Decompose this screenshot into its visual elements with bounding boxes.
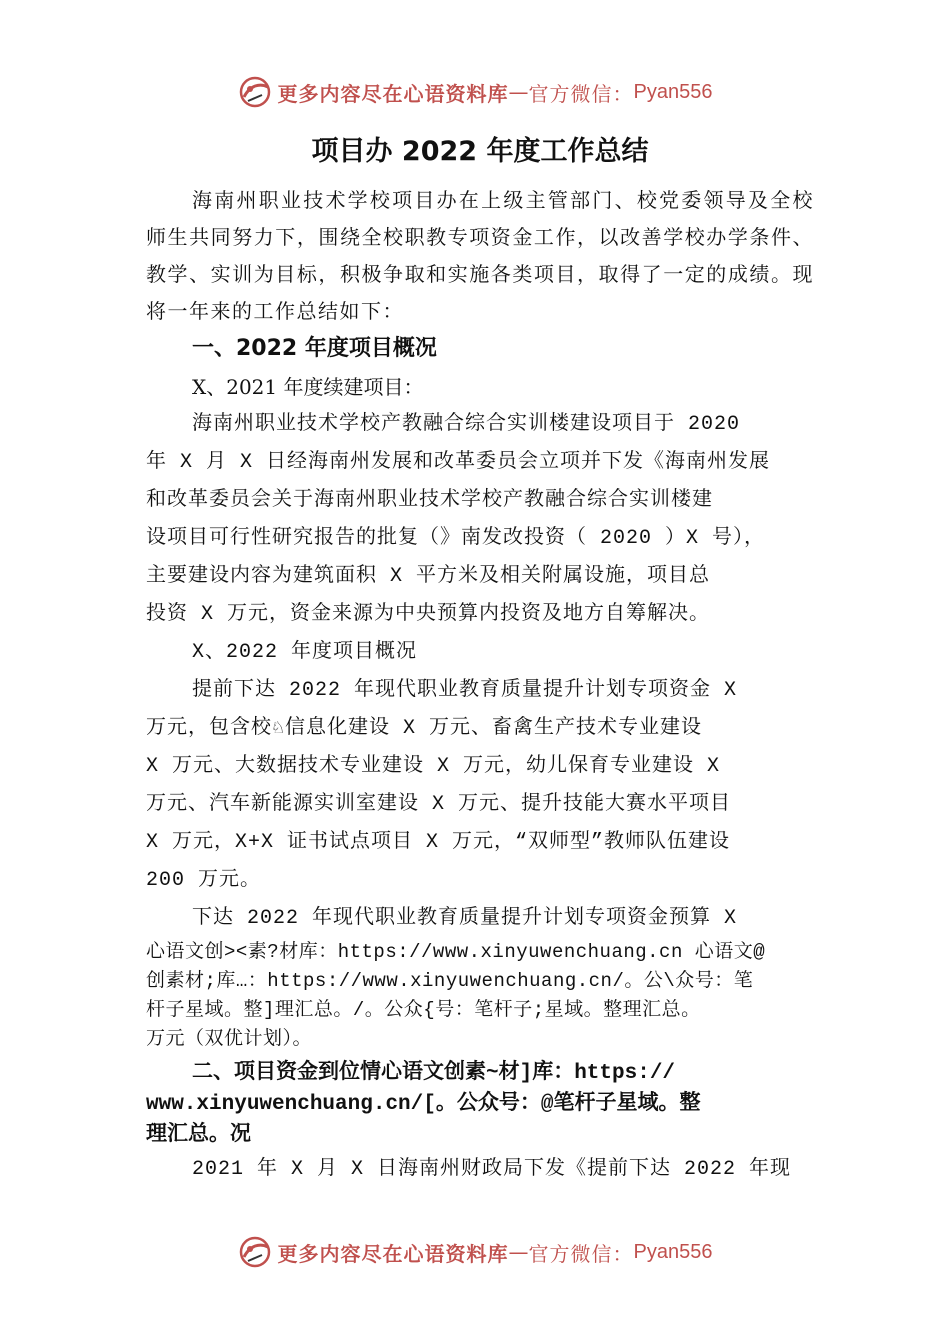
section2-paragraph: 2021 年 X 月 X 日海南州财政局下发《提前下达 2022 年现 <box>192 1158 792 1181</box>
text-line: 下达 2022 年现代职业教育质量提升计划专项资金预算 X <box>192 907 738 930</box>
banner-main-text: 更多内容尽在心语资料库 <box>277 1241 509 1266</box>
sub2-heading: X、2022 年度项目概况 <box>192 641 418 664</box>
banner-wechat-id: Pyan556 <box>633 1240 713 1263</box>
banner-wechat-label: 官方微信： <box>528 1241 634 1266</box>
text-line: 心语文创><素?材库：https://www.xinyuwenchuang.cn 心语文@ <box>146 941 766 963</box>
text-line: 万元，包含校♘信息化建设 X 万元、畜禽生产技术专业建设 <box>146 717 703 740</box>
text-line: 提前下达 2022 年现代职业教育质量提升计划专项资金 X <box>192 679 738 702</box>
text-line: 万元、汽车新能源实训室建设 X 万元、提升技能大赛水平项目 <box>146 793 732 816</box>
banner-separator: — <box>508 80 529 104</box>
text-line: 200 万元。 <box>146 869 262 892</box>
sub2-paragraph-2 <box>146 900 814 1054</box>
sub1-heading: X、2021 年度续建项目： <box>192 375 424 399</box>
document-body <box>146 132 814 1189</box>
document-title: 项目办 2022 年度工作总结 <box>311 136 649 167</box>
text-line: 万元（双优计划）。 <box>146 1028 313 1050</box>
xinyu-logo-icon <box>238 1235 272 1269</box>
banner-separator: — <box>508 1240 529 1264</box>
text-line: 年 X 月 X 日经海南州发展和改革委员会立项并下发《海南州发展 <box>146 451 771 474</box>
banner-wechat-label: 官方微信： <box>528 81 634 106</box>
sub2-paragraph <box>146 672 814 900</box>
banner-wechat-id: Pyan556 <box>633 80 713 103</box>
text-line: 投资 X 万元，资金来源为中央预算内投资及地方自筹解决。 <box>146 603 711 626</box>
heading-line: 理汇总。况 <box>146 1124 251 1147</box>
text-line: 海南州职业技术学校产教融合综合实训楼建设项目于 2020 <box>192 413 741 436</box>
xinyu-logo-icon <box>238 75 272 109</box>
section1-heading: 一、2022 年度项目概况 <box>192 336 437 361</box>
text-line: 杆子星域。整]理汇总。/。公众{号：笔杆子;星域。整理汇总。 <box>146 999 701 1021</box>
text-line: 设项目可行性研究报告的批复（》南发改投资（ 2020 ）X 号）， <box>146 527 766 550</box>
text-line: X 万元、大数据技术专业建设 X 万元，幼儿保育专业建设 X <box>146 755 721 778</box>
heading-line: www.xinyuwenchuang.cn/[。公众号：@笔杆子星域。整 <box>146 1093 701 1116</box>
text-line: 创素材;库…：https://www.xinyuwenchuang.cn/。公\众号：笔 <box>146 970 754 992</box>
text-line: 和改革委员会关于海南州职业技术学校产教融合综合实训楼建 <box>146 489 713 512</box>
text-line: X 万元，X+X 证书试点项目 X 万元，“双师型”教师队伍建设 <box>146 831 731 854</box>
intro-paragraph: 海南州职业技术学校项目办在上级主管部门、校党委领导及全校师生共同努力下，围绕全校职教专项资金工作，以改善学校办学条件、教学、实训为目标，积极争取和实施各类项目，取得了一定的成绩。现将一年来的工作总结如下： <box>146 188 814 323</box>
heading-line: 二、项目资金到位情心语文创素~材]库：https:// <box>192 1062 676 1085</box>
sub1-paragraph <box>146 406 814 634</box>
header-watermark-banner <box>0 72 950 112</box>
section2-heading <box>146 1058 814 1151</box>
banner-main-text: 更多内容尽在心语资料库 <box>277 81 509 106</box>
text-line: 主要建设内容为建筑面积 X 平方米及相关附属设施，项目总 <box>146 565 711 588</box>
footer-watermark-banner <box>0 1232 950 1272</box>
